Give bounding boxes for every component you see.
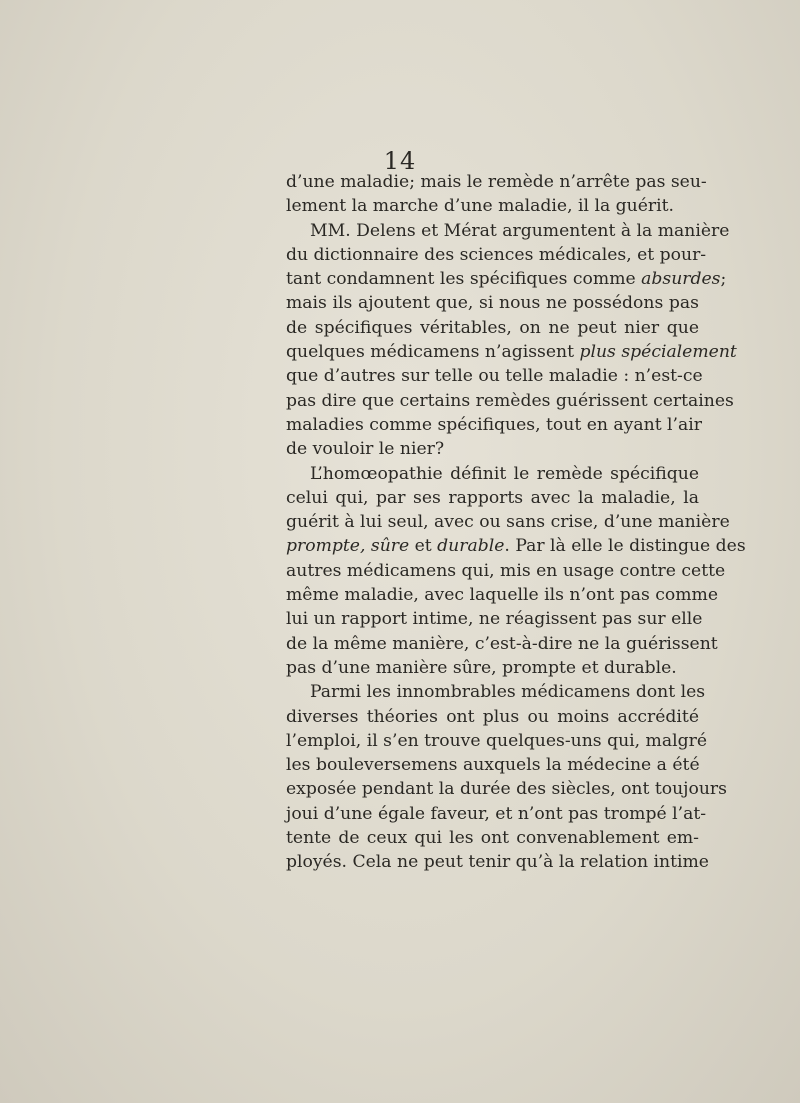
text-run: . Par là elle le distingue des [504, 536, 746, 557]
text-line: tente de ceux qui les ont convenablement em- [286, 828, 699, 849]
italic-text: prompte, sûre [286, 536, 410, 557]
italic-text: durable [437, 536, 505, 557]
page-number: 14 [383, 147, 417, 175]
text-line: diverses théories ont plus ou moins accrédité [286, 706, 699, 727]
text-line [286, 340, 737, 364]
text-line: mais ils ajoutent que, si nous ne possédons pas [286, 293, 699, 314]
text-line: que d’autres sur telle ou telle maladie : n’est-ce [286, 366, 703, 387]
text-line: de la même manière, c’est-à-dire ne la guérissent [286, 633, 718, 654]
text-line: ployés. Cela ne peut tenir qu’à la relation intime [286, 852, 709, 873]
text-line: lement la marche d’une maladie, il la guérit. [286, 196, 674, 217]
text-line [286, 534, 746, 558]
italic-text: absurdes [641, 269, 721, 290]
text-line: MM. Delens et Mérat argumentent à la manière [310, 220, 730, 241]
text-line: d’une maladie; mais le remède n’arrête pas seu- [286, 172, 707, 192]
text-line [286, 267, 727, 291]
body-text [286, 170, 746, 875]
text-run: et [409, 536, 438, 557]
text-line: pas d’une manière sûre, prompte et durable. [286, 657, 677, 678]
text-line: celui qui, par ses rapports avec la maladie, la [286, 487, 699, 508]
text-line: autres médicamens qui, mis en usage contre cette [286, 560, 726, 581]
text-line: joui d’une égale faveur, et n’ont pas trompé l’at- [286, 803, 707, 824]
text-line: de vouloir le nier? [286, 439, 445, 460]
text-run: quelques médicamens n’agissent [286, 342, 580, 363]
text-line: lui un rapport intime, ne réagissent pas sur elle [286, 609, 703, 630]
text-line: exposée pendant la durée des siècles, ont toujours [286, 779, 727, 800]
text-line: guérit à lui seul, avec ou sans crise, d’une manière [286, 512, 730, 533]
text-line: même maladie, avec laquelle ils n’ont pas comme [286, 585, 718, 606]
text-line: Parmi les innombrables médicamens dont les [310, 682, 706, 703]
text-line: de spécifiques véritables, on ne peut nier que [286, 317, 699, 338]
italic-text: plus spécialement [579, 342, 737, 363]
text-run: ; [720, 269, 727, 290]
text-line: L’homœopathie définit le remède spécifique [310, 463, 699, 484]
text-run: tant condamnent les spécifiques comme [286, 269, 642, 290]
text-line: maladies comme spécifiques, tout en ayant l’air [286, 414, 702, 435]
text-line: du dictionnaire des sciences médicales, et pour- [286, 244, 707, 265]
text-line: l’emploi, il s’en trouve quelques-uns qui, malgré [286, 730, 707, 751]
text-line: les bouleversemens auxquels la médecine a été [286, 755, 700, 776]
text-line: pas dire que certains remèdes guérissent certaines [286, 390, 734, 411]
